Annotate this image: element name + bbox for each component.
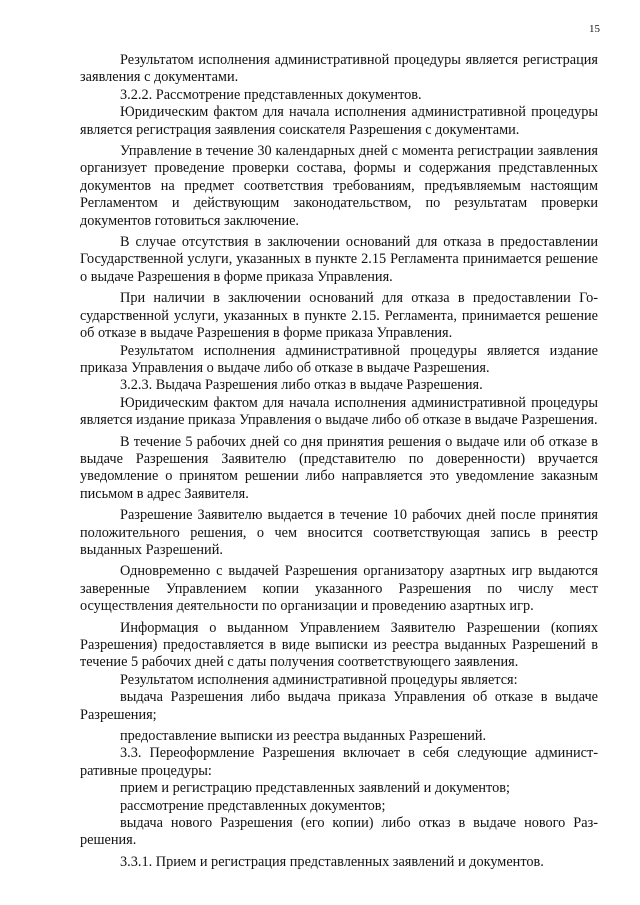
- document-body: [80, 52, 598, 871]
- paragraph: выдача Разрешения либо выдача приказа Управления об отказе в выдаче Разрешения;: [80, 689, 598, 723]
- paragraph: рассмотрение представленных документов;: [120, 797, 386, 814]
- paragraph: В случае отсутствия в заключении оснований для отказа в предоставлении Государственной услуги, указанных в пункте 2.15 Регламента принимается решение о выдаче Разрешения в форме приказа Управления.: [80, 234, 598, 285]
- page-number: 15: [589, 23, 600, 35]
- paragraph: Результатом исполнения административной процедуры является:: [120, 671, 518, 688]
- paragraph: 3.2.3. Выдача Разрешения либо отказ в выдаче Разрешения.: [120, 377, 483, 394]
- paragraph: В течение 5 рабочих дней со дня принятия решения о выдаче или об отказе в выдаче Разрешения Заявителю (представителю по доверенности) вручается уведомление о принятом решении либо направляется это уведомление заказным письмом в адрес Заявителя.: [80, 433, 598, 502]
- paragraph: Одновременно с выдачей Разрешения организатору азартных игр выдаются заверенные Управлением копии указанного Разрешения по числу мест осуществления деятельности по организации и проведению азартных игр.: [80, 563, 598, 615]
- paragraph: Юридическим фактом для начала исполнения административной процедуры является регистрация заявления соискателя Разрешения с документами.: [80, 104, 598, 138]
- paragraph: Юридическим фактом для начала исполнения административной процедуры является издание приказа Управления о выдаче либо об отказе в выдаче Разрешения.: [80, 394, 598, 429]
- paragraph: Управление в течение 30 календарных дней с момента регистрации заявления организует проведение проверки состава, формы и содержания представленных документов на предмет соответствия требованиям, предъявляемым настоящим Регламентом и действующим законодательством, по результатам проверки документов готовиться заключение.: [80, 143, 598, 229]
- paragraph: При наличии в заключении оснований для отказа в предоставлении Государственной услуги, указанных в пункте 2.15. Регламента, принимается решение об отказе в выдаче Разрешения в форме приказа Управления.: [80, 290, 598, 342]
- paragraph: 3.3.1. Прием и регистрация представленных заявлений и документов.: [120, 853, 544, 870]
- paragraph: Результатом исполнения административной процедуры является издание приказа Управления о выдаче либо об отказе в выдаче Разрешения.: [80, 342, 598, 376]
- paragraph: 3.3. Переоформление Разрешения включает в себя следующие административные процедуры:: [80, 745, 598, 779]
- paragraph: прием и регистрацию представленных заявлений и документов;: [120, 780, 510, 797]
- paragraph: выдача нового Разрешения (его копии) либо отказ в выдаче нового Разрешения.: [80, 815, 598, 849]
- paragraph: предоставление выписки из реестра выданных Разрешений.: [120, 728, 487, 745]
- paragraph: Информация о выданном Управлением Заявителю Разрешении (копиях Разрешения) предоставляется в виде выписки из реестра выданных Разрешений в течение 5 рабочих дней с даты получения соответствующего заявления.: [80, 619, 598, 671]
- paragraph: Разрешение Заявителю выдается в течение 10 рабочих дней после принятия положительного решения, о чем вносится соответствующая запись в реестр выданных Разрешений.: [80, 507, 598, 558]
- paragraph: Результатом исполнения административной процедуры является регистрация заявления с документами.: [80, 52, 598, 86]
- paragraph: 3.2.2. Рассмотрение представленных документов.: [120, 86, 422, 103]
